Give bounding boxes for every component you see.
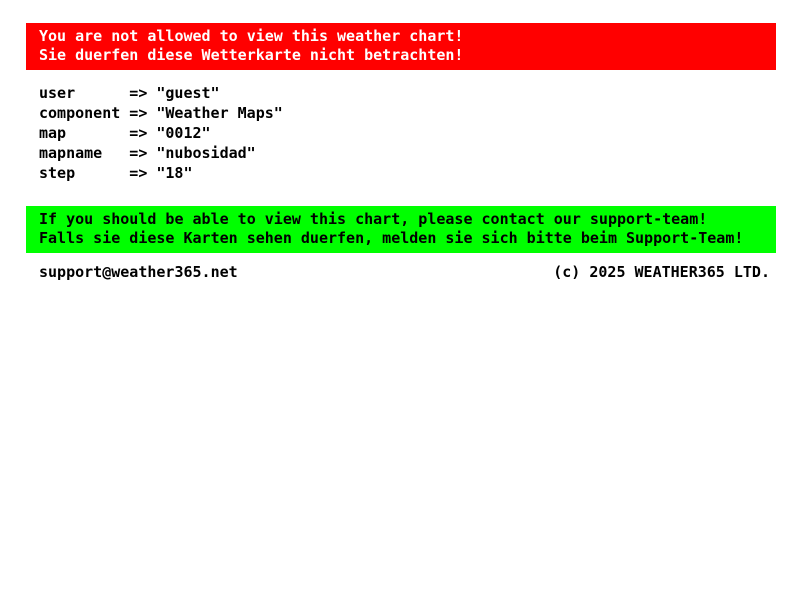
detail-row-mapname [39, 143, 800, 163]
detail-key: user [39, 84, 76, 102]
arrow-glyph: => [129, 104, 148, 122]
arrow-glyph: => [129, 84, 148, 102]
detail-value: "guest" [156, 84, 220, 102]
detail-row-user [39, 83, 800, 103]
detail-value: "nubosidad" [156, 144, 256, 162]
support-message-en: If you should be able to view this chart, please contact our support-team! [39, 210, 708, 228]
arrow-glyph: => [129, 144, 148, 162]
error-banner [26, 23, 776, 70]
request-details [39, 83, 800, 183]
arrow-glyph: => [129, 164, 148, 182]
detail-row-map [39, 123, 800, 143]
detail-value: "0012" [156, 124, 211, 142]
access-denied-page [0, 23, 800, 600]
error-message-en: You are not allowed to view this weather chart! [39, 27, 464, 45]
detail-value: "18" [156, 164, 193, 182]
detail-value: "Weather Maps" [156, 104, 283, 122]
arrow-glyph: => [129, 124, 148, 142]
footer [39, 262, 770, 282]
detail-key: mapname [39, 144, 103, 162]
detail-key: component [39, 104, 121, 122]
detail-key: map [39, 124, 67, 142]
error-message-de: Sie duerfen diese Wetterkarte nicht betrachten! [39, 46, 464, 64]
support-banner [26, 206, 776, 253]
detail-row-component [39, 103, 800, 123]
detail-row-step [39, 163, 800, 183]
detail-key: step [39, 164, 76, 182]
copyright-notice: (c) 2025 WEATHER365 LTD. [553, 263, 770, 281]
support-message-de: Falls sie diese Karten sehen duerfen, melden sie sich bitte beim Support-Team! [39, 229, 744, 247]
support-email: support@weather365.net [39, 263, 238, 281]
